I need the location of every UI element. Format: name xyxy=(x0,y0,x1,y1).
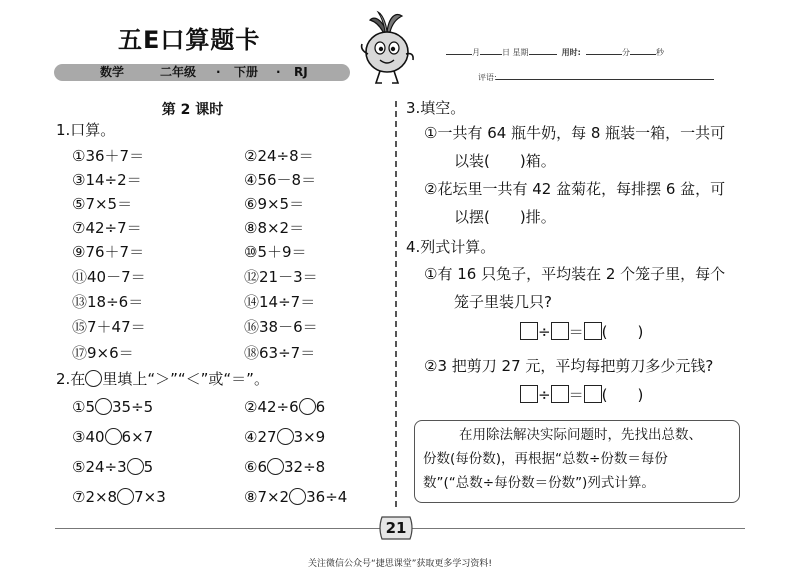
answer-box[interactable] xyxy=(520,322,538,340)
compare-left: ⑧7×2 xyxy=(244,488,290,506)
day-blank[interactable] xyxy=(480,45,502,55)
weekday-label: 星期 xyxy=(512,48,529,57)
equals-sign: ＝ xyxy=(568,386,584,404)
fill-q2-line2[interactable]: 以摆( )排。 xyxy=(454,208,556,226)
page-number: 21 xyxy=(385,519,407,537)
oral-item: ⑧8×2＝ xyxy=(244,219,305,237)
month-label: 月 xyxy=(472,48,480,57)
day-label: 日 xyxy=(502,48,510,57)
oral-item: ⑦42÷7＝ xyxy=(72,219,142,237)
calc-q1-line2: 笼子里装几只? xyxy=(454,293,552,311)
compare-item xyxy=(72,488,166,506)
compare-item xyxy=(72,428,153,446)
compare-circle[interactable] xyxy=(299,398,316,415)
oral-item: ③14÷2＝ xyxy=(72,171,142,189)
oral-item: ⑭14÷7＝ xyxy=(244,293,316,311)
oral-item: ⑥9×5＝ xyxy=(244,195,305,213)
compare-left: ⑦2×8 xyxy=(72,488,118,506)
compare-left: ④27 xyxy=(244,428,277,446)
evaluation-label: 评语: xyxy=(478,73,497,82)
section4-title: 4.列式计算。 xyxy=(406,238,496,256)
compare-left: ①5 xyxy=(72,398,95,416)
fill-q1-line1: ①一共有 64 瓶牛奶，每 8 瓶装一箱，一共可 xyxy=(424,124,726,142)
compare-item xyxy=(244,488,347,506)
compare-circle[interactable] xyxy=(117,488,134,505)
compare-left: ⑤24÷3 xyxy=(72,458,127,476)
minute-blank[interactable] xyxy=(586,45,622,55)
oral-item: ①36＋7＝ xyxy=(72,147,145,165)
compare-item xyxy=(244,428,325,446)
calc-q2-line1: ②3 把剪刀 27 元，平均每把剪刀多少元钱? xyxy=(424,357,714,375)
compare-circle[interactable] xyxy=(277,428,294,445)
oral-item: ⑩5＋9＝ xyxy=(244,243,307,261)
weekday-blank[interactable] xyxy=(529,45,557,55)
divide-sign: ÷ xyxy=(538,386,551,404)
compare-right: 6 xyxy=(315,398,326,416)
month-blank[interactable] xyxy=(446,45,472,55)
second-blank[interactable] xyxy=(630,45,656,55)
oral-item: ⑤7×5＝ xyxy=(72,195,133,213)
section2-title-suffix: 里填上“＞”“＜”或“＝”。 xyxy=(102,370,269,388)
date-time-row xyxy=(446,45,776,58)
tip-line: 数”(“总数÷每份数＝份数”)列式计算。 xyxy=(423,475,655,491)
compare-item xyxy=(244,398,325,416)
grade-label: 二年级 xyxy=(160,65,197,79)
compare-right: 7×3 xyxy=(134,488,166,506)
minute-label: 分 xyxy=(621,48,630,57)
footer-note: 关注微信公众号“捷思课堂”获取更多学习资料! xyxy=(308,559,492,569)
fill-q1-line2[interactable]: 以装( )箱。 xyxy=(454,152,556,170)
compare-right: 3×9 xyxy=(293,428,326,446)
oral-item: ⑯38－6＝ xyxy=(244,318,318,336)
compare-item xyxy=(72,398,153,416)
unit-blank[interactable]: ( ) xyxy=(601,386,644,404)
oral-item: ⑰9×6＝ xyxy=(72,344,134,362)
answer-box[interactable] xyxy=(551,322,569,340)
compare-right: 5 xyxy=(143,458,154,476)
compare-left: ⑥6 xyxy=(244,458,267,476)
section2-title xyxy=(56,368,269,389)
compare-right: 35÷5 xyxy=(112,398,154,416)
lesson-title: 第 2 课时 xyxy=(161,102,224,118)
brand-title: 五E口算题卡 xyxy=(118,26,261,54)
edition-label: RJ xyxy=(294,65,308,79)
answer-box[interactable] xyxy=(584,385,602,403)
calc-q2-equation xyxy=(520,384,643,405)
compare-circle[interactable] xyxy=(267,458,284,475)
dot-2: · xyxy=(276,65,281,79)
oral-item: ④56－8＝ xyxy=(244,171,317,189)
section1-title: 1.口算。 xyxy=(56,121,116,139)
oral-item: ⑮7＋47＝ xyxy=(72,318,146,336)
tip-box xyxy=(414,420,740,503)
oral-item: ⑨76＋7＝ xyxy=(72,243,145,261)
time-used-label: 用时: xyxy=(561,48,581,57)
section3-title: 3.填空。 xyxy=(406,99,466,117)
oral-item: ②24÷8＝ xyxy=(244,147,314,165)
calc-q1-line1: ①有 16 只兔子，平均装在 2 个笼子里，每个 xyxy=(424,265,726,283)
compare-left: ②42÷6 xyxy=(244,398,299,416)
fill-q2-line1: ②花坛里一共有 42 盆菊花，每排摆 6 盆，可 xyxy=(424,180,726,198)
compare-right: 36÷4 xyxy=(306,488,348,506)
answer-box[interactable] xyxy=(584,322,602,340)
compare-item xyxy=(72,458,153,476)
tip-line: 份数(每份数)，再根据“总数÷份数＝每份 xyxy=(423,451,668,467)
answer-box[interactable] xyxy=(551,385,569,403)
subject-label: 数学 xyxy=(100,65,125,79)
radish-mascot-icon xyxy=(356,10,418,90)
compare-right: 32÷8 xyxy=(284,458,326,476)
compare-right: 6×7 xyxy=(121,428,154,446)
dot-1: · xyxy=(216,65,221,79)
evaluation-blank[interactable] xyxy=(496,79,714,80)
section2-title-prefix: 2.在 xyxy=(56,370,86,388)
column-divider xyxy=(395,101,397,507)
compare-left: ③40 xyxy=(72,428,105,446)
tip-line: 在用除法解决实际问题时，先找出总数、 xyxy=(459,427,702,443)
oral-item: ⑱63÷7＝ xyxy=(244,344,316,362)
compare-circle[interactable] xyxy=(127,458,144,475)
compare-circle[interactable] xyxy=(289,488,306,505)
oral-item: ⑫21－3＝ xyxy=(244,268,318,286)
unit-blank[interactable]: ( ) xyxy=(601,323,644,341)
divide-sign: ÷ xyxy=(538,323,551,341)
term-label: 下册 xyxy=(234,65,259,79)
oral-item: ⑬18÷6＝ xyxy=(72,293,144,311)
equals-sign: ＝ xyxy=(568,323,584,341)
calc-q1-equation xyxy=(520,321,643,342)
circle-blank-icon xyxy=(85,370,102,387)
grade-bar xyxy=(54,64,350,81)
answer-box[interactable] xyxy=(520,385,538,403)
oral-item: ⑪40－7＝ xyxy=(72,268,146,286)
compare-circle[interactable] xyxy=(95,398,112,415)
second-label: 秒 xyxy=(655,48,664,57)
compare-item xyxy=(244,458,325,476)
compare-circle[interactable] xyxy=(105,428,122,445)
